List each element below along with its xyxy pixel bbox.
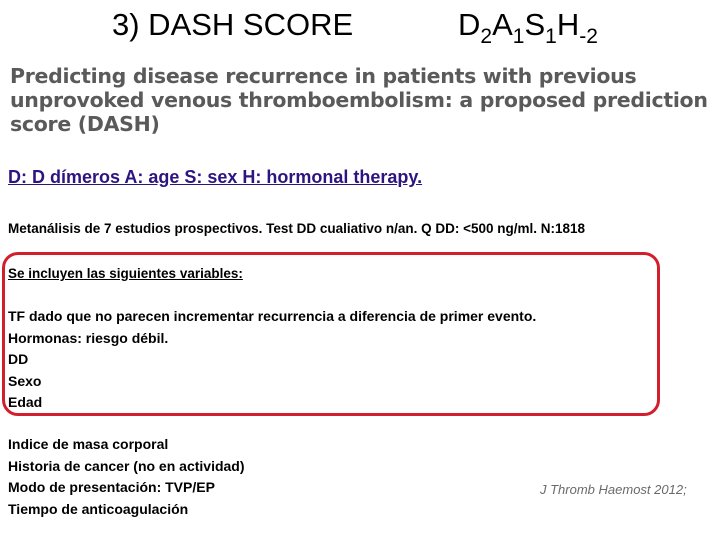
formula-coef-d: 2 (480, 25, 493, 48)
other-variables-list (8, 434, 245, 520)
dash-formula (458, 6, 598, 48)
list-item: Tiempo de anticoagulación (8, 500, 189, 517)
list-item: Sexo (8, 372, 42, 389)
list-item: DD (8, 351, 29, 367)
list-item: Modo de presentación: TVP/EP (8, 479, 215, 495)
paper-title: Predicting disease recurrence in patients with previous unprovoked venous thromboembolism: a proposed prediction score (DASH) (10, 64, 708, 136)
formula-coef-a: 1 (512, 25, 525, 48)
study-description: Metanálisis de 7 estudios prospectivos. Test DD cualiativo n/an. Q DD: <500 ng/ml. N:1818 (8, 221, 586, 236)
slide-title: 3) DASH SCORE (112, 7, 354, 42)
formula-coef-h: -2 (579, 25, 598, 48)
included-variables-heading: Se incluyen las siguientes variables: (8, 266, 243, 281)
formula-coef-s: 1 (545, 25, 557, 48)
formula-letter-d: D (458, 7, 481, 42)
formula-letter-s: S (524, 7, 546, 42)
list-item: TF dado que no parecen incrementar recurrencia a diferencia de primer evento. (8, 308, 537, 324)
formula-letter-h: H (556, 7, 580, 42)
list-item: Edad (8, 394, 43, 410)
journal-citation: J Thromb Haemost 2012; (540, 482, 687, 497)
list-item: Indice de masa corporal (8, 436, 169, 452)
list-item: Historia de cancer (no en actividad) (8, 457, 245, 474)
acronym-definition: D: D dímeros A: age S: sex H: hormonal therapy. (8, 167, 423, 187)
list-item: Hormonas: riesgo débil. (8, 329, 169, 346)
included-variables-list (8, 306, 536, 414)
formula-letter-a: A (492, 7, 513, 42)
